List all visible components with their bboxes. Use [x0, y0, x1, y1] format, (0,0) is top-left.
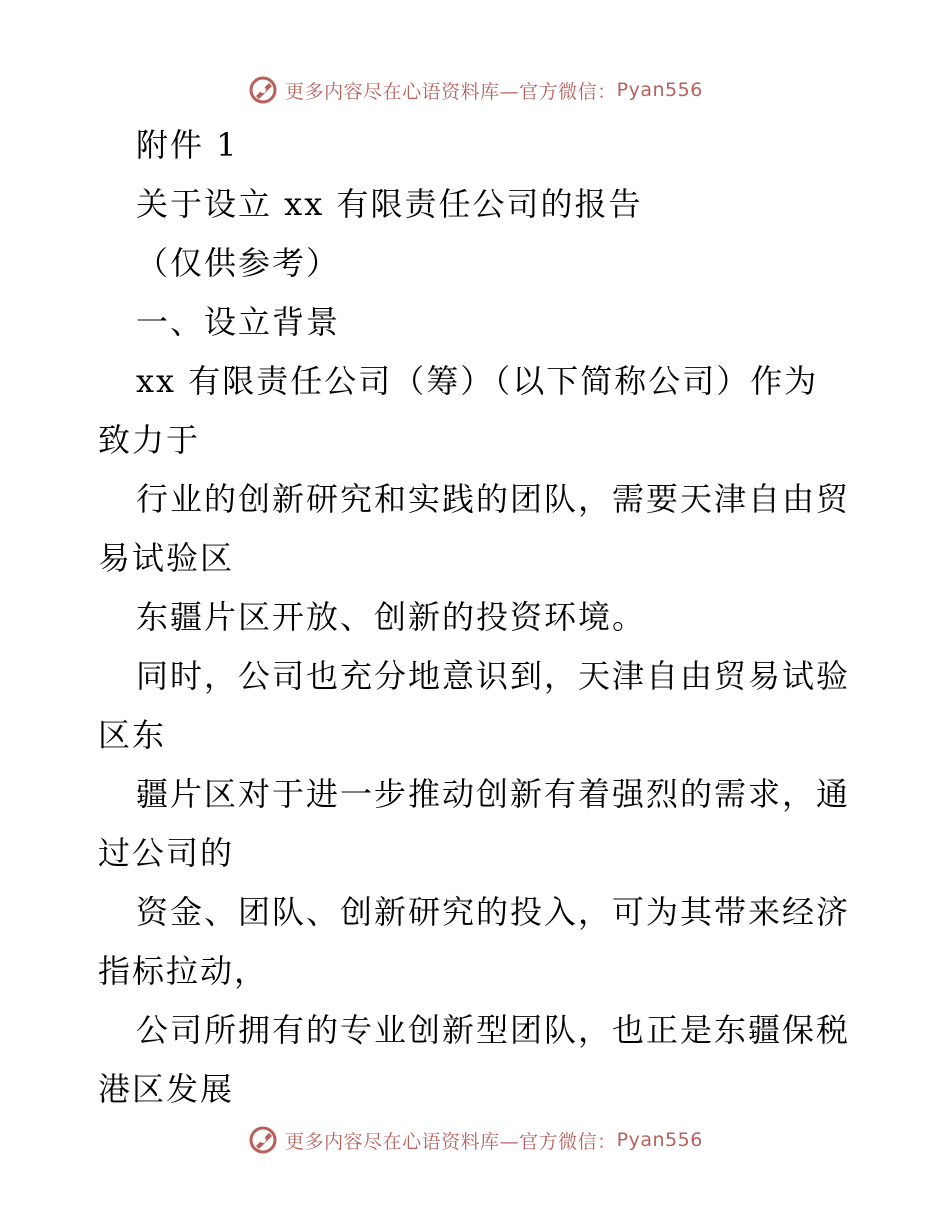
watermark-text: 更多内容尽在心语资料库—官方微信：	[285, 80, 617, 103]
text-line: 关于设立 xx 有限责任公司的报告	[136, 185, 643, 223]
watermark-wechat-id: Pyan556	[616, 1129, 703, 1151]
text-line: 过公司的	[98, 834, 235, 872]
watermark-text: 更多内容尽在心语资料库—官方微信：	[285, 1130, 617, 1153]
text-line: 行业的创新研究和实践的团队，需要天津自由贸	[136, 480, 851, 518]
text-line: 致力于	[98, 421, 201, 459]
text-line: 港区发展	[98, 1070, 235, 1108]
text-line: xx 有限责任公司（筹）（以下简称公司）作为	[136, 362, 819, 400]
watermark-wechat-id: Pyan556	[616, 79, 703, 101]
text-line: 资金、团队、创新研究的投入，可为其带来经济	[136, 893, 851, 931]
text-line: 同时，公司也充分地意识到，天津自由贸易试验	[136, 657, 851, 695]
text-line: 附件 1	[136, 126, 239, 164]
text-line: 易试验区	[98, 539, 235, 577]
text-line: （仅供参考）	[136, 244, 341, 282]
header-watermark	[0, 70, 950, 110]
pen-swirl-logo-icon	[247, 74, 279, 106]
text-line: 公司所拥有的专业创新型团队，也正是东疆保税	[136, 1011, 851, 1049]
footer-watermark	[0, 1120, 950, 1160]
text-line: 区东	[98, 716, 167, 754]
document-body	[98, 116, 858, 1119]
pen-swirl-logo-icon	[247, 1124, 279, 1156]
text-line: 指标拉动，	[98, 952, 269, 990]
text-line: 一、设立背景	[136, 303, 341, 341]
text-line: 东疆片区开放、创新的投资环境。	[136, 598, 647, 636]
text-line: 疆片区对于进一步推动创新有着强烈的需求，通	[136, 775, 851, 813]
